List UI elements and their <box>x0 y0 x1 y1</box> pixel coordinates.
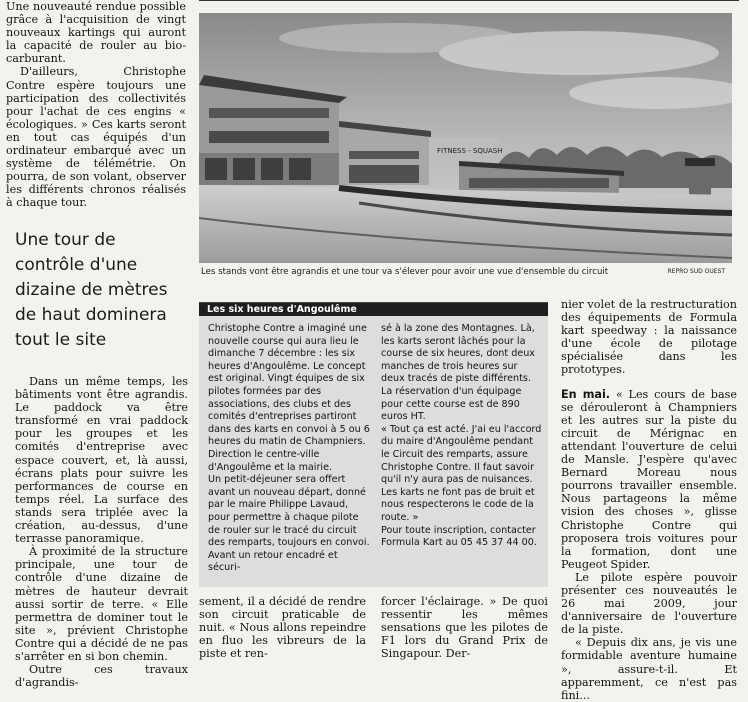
paragraph: Christophe Contre a imaginé une nouvelle course qui aura lieu le dimanche 7 décembre : les six heures d'Angoulême. Le concept est original. Vingt équipes de six pilotes formées par des associations, des clubs et des comités d'entreprises partiront dans des karts en convoi à 5 ou 6 heures du matin de Champniers. Direction le centre-ville d'Angoulême et la mairie. <box>208 323 370 473</box>
intertitle-headline: Une tour de contrôle d'une dizaine de mètres de haut dominera tout le site <box>15 230 168 350</box>
column-4-text <box>381 595 548 660</box>
paragraph: forcer l'éclairage. » De quoi ressentir les mêmes sensations que les pilotes de F1 lors du Grand Prix de Singapour. Der- <box>381 595 548 661</box>
caption-text: Les stands vont être agrandis et une tour va s'élever pour avoir une vue d'ensemble du circuit <box>201 267 609 277</box>
paragraph: Une nouveauté rendue possible grâce à l'acquisition de vingt nouveaux kartings qui auront la capacité de rouler au bio-carburant. <box>6 0 186 66</box>
paragraph: D'ailleurs, Christophe Contre espère toujours une participation des collectivités pour l'achat de ces engins « écologiques. » Ces karts seront en tout cas équipés d'un ordinateur embarqué avec un système de télémétrie. On pourra, de son volant, observer les différents chronos réalisés à chaque tour. <box>6 65 186 210</box>
paragraph: Outre ces travaux d'agrandis- <box>15 663 188 690</box>
lead-in: En mai. <box>561 387 611 401</box>
paragraph: « Depuis dix ans, je vis une formidable aventure humaine », assure-t-il. Et apparemment, ce n'est pas fini... <box>561 636 737 702</box>
box-column-left <box>208 323 371 575</box>
paragraph: sement, il a décidé de rendre son circuit praticable de nuit. « Nous allons repeindre en fluo les vibreurs de la piste et ren- <box>199 595 366 661</box>
paragraph: Un petit-déjeuner sera offert avant un nouveau départ, donné par le maire Philippe Lavaud, pour permettre à chaque pilote de rouler sur le tracé du circuit des remparts, toujours en convoi. Avant un retour encadré et sécuri- <box>208 474 370 574</box>
column-1-text <box>6 0 186 210</box>
fitness-squash-sign: FITNESS - SQUASH <box>437 147 503 155</box>
paragraph: nier volet de la restructuration des équipements de Formula kart speedway : la naissance d'une école de pilotage spécialisée dans les prototypes. <box>561 298 737 377</box>
paragraph: Dans un même temps, les bâtiments vont être agrandis. Le paddock va être transformé en vrai paddock pour les groupes et les comités d'entreprise avec espace couvert, et, là aussi, écrans plats pour suivre les performances de course en temps réel. La surface des stands sera triplée avec la création, au-dessus, d'une terrasse panoramique. <box>15 375 188 546</box>
photo-credit: REPRO SUD OUEST <box>667 268 725 275</box>
column-3-text <box>199 595 366 660</box>
paragraph <box>561 388 737 571</box>
photo-caption <box>201 263 731 281</box>
paragraph-body: « Les cours de base se dérouleront à Champniers et les autres sur la piste du circuit de Mérignac en attendant l'ouverture de celui de Mansle. J'espère qu'avec Bernard Moreau nous pourrons travailler ensemble. Nous partageons la même vision des choses », glisse Christophe Contre qui proposera trois voitures pour la formation, dont une Peugeot Spider. <box>561 387 737 571</box>
building-illustration <box>199 13 732 263</box>
top-rule <box>199 0 739 1</box>
paragraph: Le pilote espère pouvoir présenter ces nouveautés le 26 mai 2009, jour d'anniversaire de l'ouverture de la piste. <box>561 570 737 637</box>
box-title: Les six heures d'Angoulême <box>199 303 548 316</box>
column-1-lower-text <box>15 375 188 689</box>
column-5-text <box>561 298 737 702</box>
paragraph: sé à la zone des Montagnes. Là, les karts seront lâchés pour la course de six heures, dont deux manches de trois heures sur deux tracés de piste différents. La réservation d'un équipage pour cette course est de 890 euros HT. <box>381 323 535 423</box>
building-sketch-image <box>199 13 732 276</box>
paragraph: Pour toute inscription, contacter Formula Kart au 05 45 37 44 00. <box>381 524 537 549</box>
box-column-right <box>381 323 544 550</box>
sidebar-box <box>199 302 548 587</box>
paragraph: « Tout ça est acté. J'ai eu l'accord du maire d'Angoulême pendant le Circuit des remparts, assure Christophe Contre. Il faut savoir qu'il n'y aura pas de nuisances. Les karts ne font pas de bruit et nous respecterons le code de la route. » <box>381 423 542 523</box>
paragraph: À proximité de la structure principale, une tour de contrôle d'une dizaine de mètres de hauteur devrait aussi sortir de terre. « Elle permettra de dominer tout le site », prévient Christophe Contre qui a décidé de ne pas s'arrêter en si bon chemin. <box>15 545 188 663</box>
